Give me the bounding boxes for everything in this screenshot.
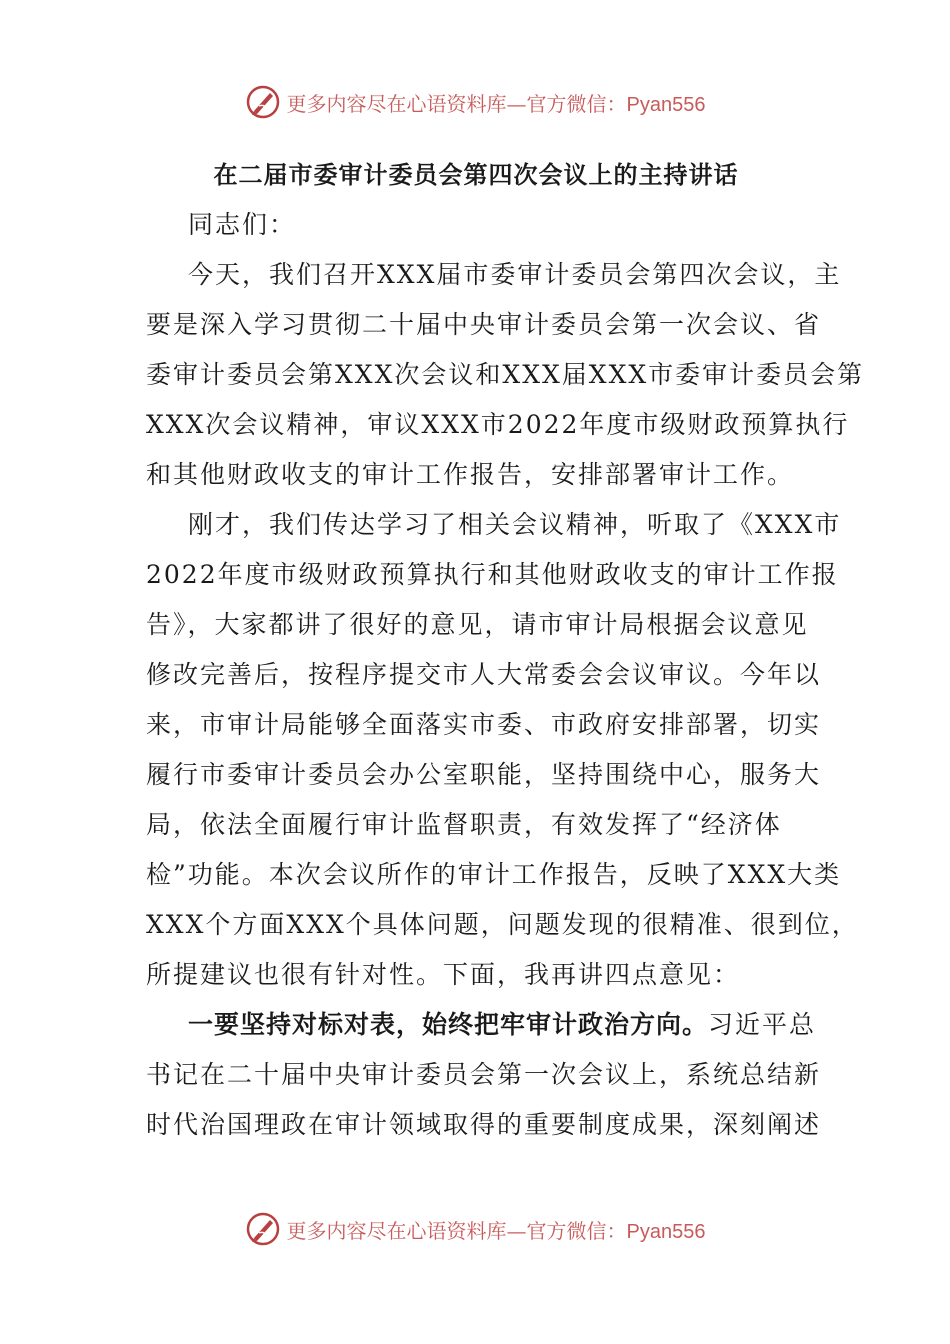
document-body <box>146 150 865 1150</box>
banner-text <box>287 88 706 117</box>
paragraph-line: 所提建议也很有针对性。下面，我再讲四点意见： <box>146 960 741 989</box>
paragraph-line: 告》，大家都讲了很好的意见，请市审计局根据会议意见 <box>146 610 809 639</box>
paragraph-line: 局，依法全面履行审计监督职责，有效发挥了“经济体 <box>146 810 782 839</box>
section-heading: 一要坚持对标对表，始终把牢审计政治方向。 <box>188 1010 709 1039</box>
salutation: 同志们： <box>188 210 297 239</box>
banner-wechat-text: 官方微信：Pyan556 <box>526 1220 706 1243</box>
paragraph-line <box>146 1000 817 1050</box>
paragraph-line: 履行市委审计委员会办公室职能，坚持围绕中心，服务大 <box>146 760 822 789</box>
paragraph-1 <box>146 250 865 500</box>
banner-site-text: 更多内容尽在心语资料库 <box>286 1218 507 1243</box>
paragraph-line: XXX次会议精神，审议XXX市2022年度市级财政预算执行 <box>146 410 850 439</box>
paragraph-text: 习近平总 <box>708 1010 817 1039</box>
paragraph-line: 刚才，我们传达学习了相关会议精神，听取了《XXX市 <box>188 510 842 539</box>
paragraph-line: 来，市审计局能够全面落实市委、市政府安排部署，切实 <box>146 710 822 739</box>
document-title: 在二届市委审计委员会第四次会议上的主持讲话 <box>213 161 739 189</box>
paragraph-line: 和其他财政收支的审计工作报告，安排部署审计工作。 <box>146 460 795 489</box>
paragraph-line: XXX个方面XXX个具体问题，问题发现的很精准、很到位， <box>146 910 859 939</box>
paragraph-line: 委审计委员会第XXX次会议和XXX届XXX市委审计委员会第 <box>146 360 865 389</box>
banner-site-text: 更多内容尽在心语资料库 <box>286 91 507 116</box>
banner-separator: — <box>506 91 527 116</box>
paragraph-line: 2022年度市级财政预算执行和其他财政收支的审计工作报 <box>146 560 839 589</box>
paragraph-line: 修改完善后，按程序提交市人大常委会会议审议。今年以 <box>146 660 822 689</box>
paragraph-2 <box>146 500 859 1000</box>
banner-wechat-text: 官方微信：Pyan556 <box>526 93 706 116</box>
header-banner <box>0 80 950 124</box>
banner-text <box>287 1215 706 1244</box>
paragraph-3 <box>146 1000 822 1150</box>
pen-logo-icon <box>245 84 281 120</box>
paragraph-line: 时代治国理政在审计领域取得的重要制度成果，深刻阐述 <box>146 1110 822 1139</box>
banner-separator: — <box>506 1218 527 1243</box>
paragraph-line: 今天，我们召开XXX届市委审计委员会第四次会议，主 <box>188 260 842 289</box>
paragraph-line: 检”功能。本次会议所作的审计工作报告，反映了XXX大类 <box>146 860 842 889</box>
paragraph-line: 要是深入学习贯彻二十届中央审计委员会第一次会议、省 <box>146 310 822 339</box>
footer-banner <box>0 1207 950 1251</box>
pen-logo-icon <box>245 1211 281 1247</box>
paragraph-line: 书记在二十届中央审计委员会第一次会议上，系统总结新 <box>146 1060 822 1089</box>
